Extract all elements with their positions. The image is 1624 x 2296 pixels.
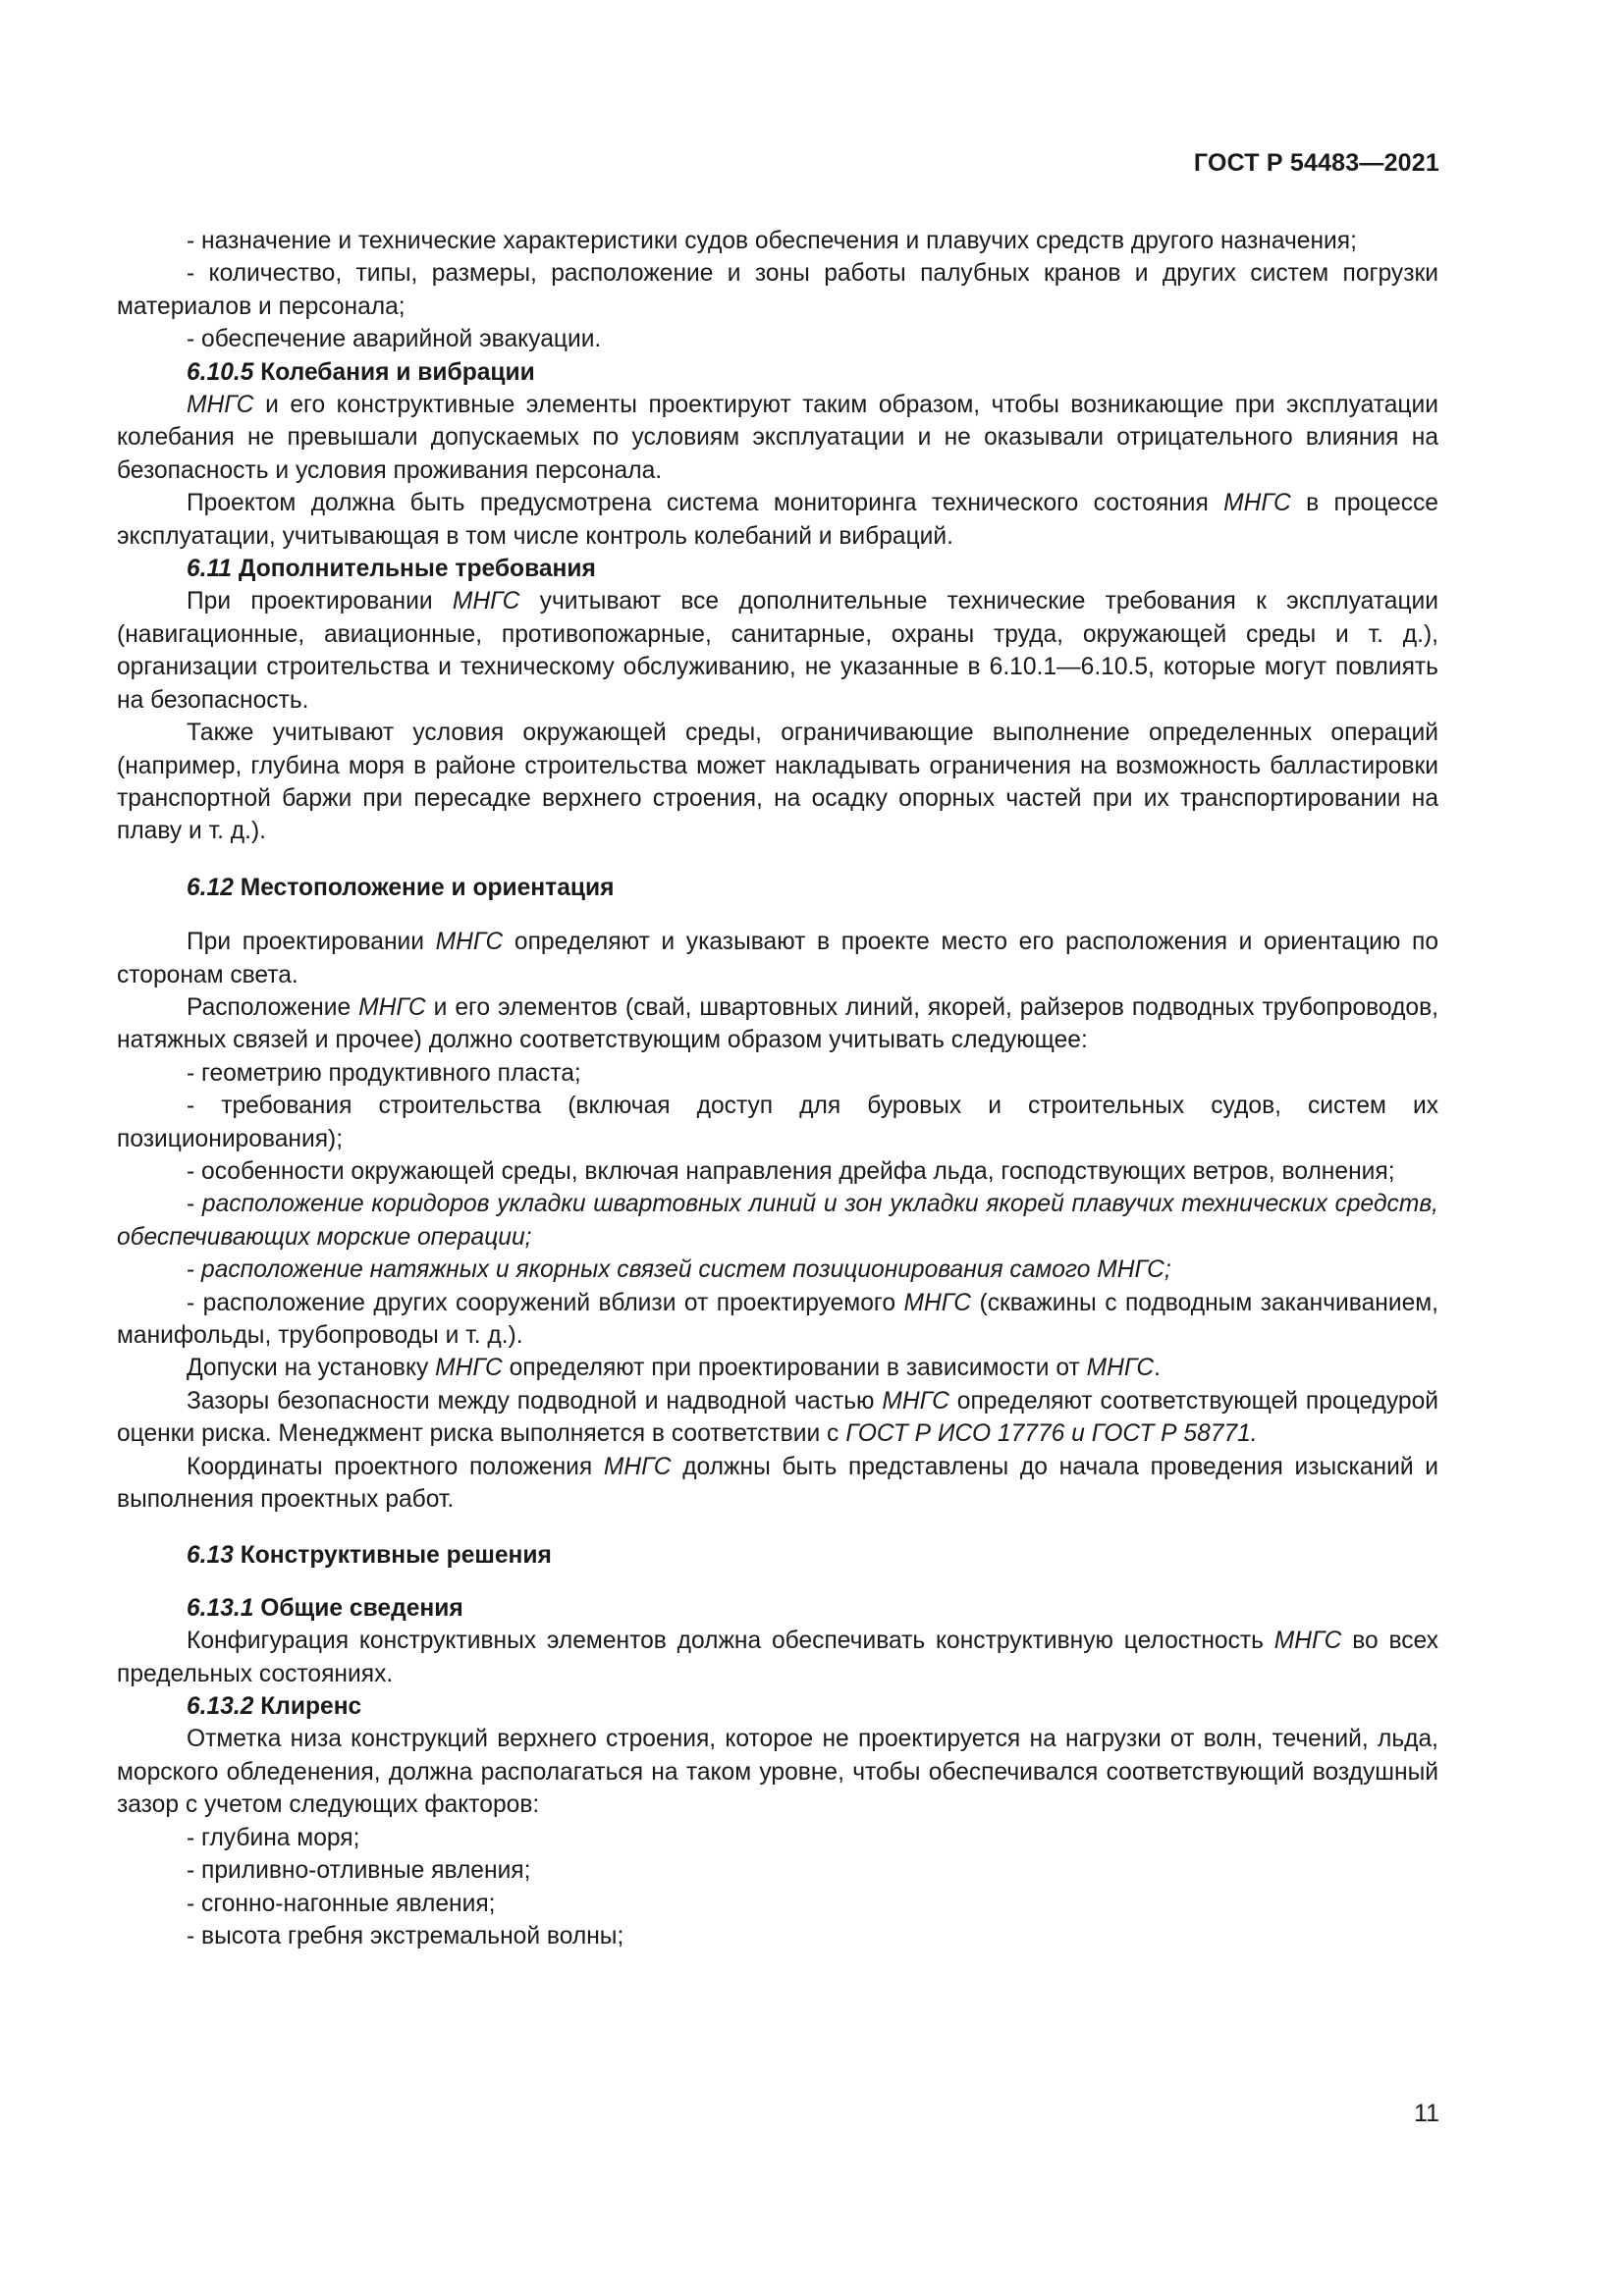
section-heading bbox=[117, 1539, 1438, 1572]
paragraph bbox=[117, 389, 1438, 487]
section-number: 6.10.5 bbox=[187, 358, 254, 386]
text-run: и его конструктивные элементы проектируют таким образом, чтобы возникающие при эксплуатации колебания не превышали допускаемых по условиям эксплуатации и не оказывали отрицательного влияния на безопасность и условия проживания персонала. bbox=[117, 392, 1438, 484]
section-number: 6.13.1 bbox=[187, 1594, 254, 1622]
list-item bbox=[117, 1188, 1438, 1254]
section-title: Общие сведения bbox=[260, 1594, 463, 1622]
section-title: Местоположение и ориентация bbox=[240, 874, 615, 901]
text-run: Конфигурация конструктивных элементов должна обеспечивать конструктивную целостность bbox=[187, 1628, 1274, 1655]
list-item bbox=[117, 1920, 1438, 1952]
italic-text-run: МНГС bbox=[1086, 1355, 1155, 1382]
list-item bbox=[117, 323, 1438, 355]
text-run: - высота гребня экстремальной волны; bbox=[187, 1922, 624, 1949]
list-item bbox=[117, 1254, 1438, 1286]
list-item bbox=[117, 1155, 1438, 1188]
italic-text-run: МНГС bbox=[882, 1387, 949, 1415]
paragraph bbox=[117, 926, 1438, 991]
text-run: При проектировании bbox=[187, 588, 453, 615]
text-run: определяют при проектировании в зависимости от bbox=[502, 1355, 1087, 1382]
text-run: во всех предельных состояниях. bbox=[117, 1628, 1438, 1687]
list-item bbox=[117, 257, 1438, 323]
text-run: - обеспечение аварийной эвакуации. bbox=[187, 326, 602, 353]
list-item bbox=[117, 1888, 1438, 1920]
list-item bbox=[117, 1854, 1438, 1887]
paragraph bbox=[117, 1451, 1438, 1517]
italic-text-run: МНГС bbox=[452, 588, 520, 615]
italic-text-run: расположение коридоров укладки швартовных линий и зон укладки якорей плавучих технических средств, обеспечивающих морские операции; bbox=[117, 1191, 1438, 1251]
text-run: (скважины с подводным заканчиванием, манифольды, трубопроводы и т. д.). bbox=[117, 1289, 1438, 1349]
text-run: Допуски на установку bbox=[187, 1355, 436, 1382]
italic-text-run: расположение натяжных и якорных связей систем позиционирования самого МНГС; bbox=[201, 1256, 1171, 1284]
section-title: Клиренс bbox=[260, 1693, 362, 1721]
text-run: - требования строительства (включая доступ для буровых и строительных судов, систем их позиционирования); bbox=[117, 1093, 1438, 1152]
section-heading bbox=[117, 872, 1438, 904]
italic-text-run: МНГС bbox=[358, 993, 426, 1021]
text-run: При проектировании bbox=[187, 929, 436, 956]
text-run: Проектом должна быть предусмотрена система мониторинга технического состояния bbox=[187, 490, 1224, 517]
list-item bbox=[117, 1287, 1438, 1353]
text-run: Координаты проектного положения bbox=[187, 1453, 604, 1480]
section-title: Дополнительные требования bbox=[238, 556, 596, 583]
italic-text-run: ГОСТ Р ИСО 17776 и ГОСТ Р 58771. bbox=[845, 1420, 1258, 1448]
section-heading bbox=[117, 553, 1438, 585]
section-number: 6.13.2 bbox=[187, 1693, 254, 1721]
paragraph bbox=[117, 1352, 1438, 1384]
section-heading bbox=[117, 1690, 1438, 1723]
italic-text-run: МНГС bbox=[1223, 490, 1291, 517]
text-run: и его элементов (свай, швартовных линий, якорей, райзеров подводных трубопроводов, натяжных связей и прочее) должно соответствующим образом учитывать следующее: bbox=[117, 993, 1438, 1054]
text-run: - сгонно-нагонные явления; bbox=[187, 1890, 496, 1917]
text-run: - bbox=[187, 1191, 202, 1218]
text-run: Также учитывают условия окружающей среды, ограничивающие выполнение определенных операций (например, глубина моря в районе строительства может накладывать ограничения на возможность балластировки транспортной баржи при пересадке верхнего строения, на осадку опорных частей при их транспортировании на плаву и т. д.). bbox=[117, 720, 1438, 845]
paragraph bbox=[117, 1385, 1438, 1451]
text-run: определяют соответствующей процедурой оценки риска. Менеджмент риска выполняется в соответствии с bbox=[117, 1387, 1438, 1448]
section-heading bbox=[117, 356, 1438, 389]
section-title: Колебания и вибрации bbox=[260, 358, 535, 386]
text-run: - bbox=[187, 1256, 202, 1284]
list-item bbox=[117, 1822, 1438, 1854]
text-run: Отметка низа конструкций верхнего строения, которое не проектируется на нагрузки от волн, течений, льда, морского обледенения, должна располагаться на таком уровне, чтобы обеспечивался соответствующий воздушный зазор с учетом следующих факторов: bbox=[117, 1726, 1438, 1819]
paragraph bbox=[117, 717, 1438, 848]
text-run: - глубина моря; bbox=[187, 1824, 360, 1851]
text-run: - назначение и технические характеристики судов обеспечения и плавучих средств другого назначения; bbox=[187, 228, 1357, 254]
list-item bbox=[117, 1057, 1438, 1090]
section-number: 6.12 bbox=[187, 874, 234, 901]
paragraph bbox=[117, 487, 1438, 553]
text-run: учитывают все дополнительные технические требования к эксплуатации (навигационные, авиационные, противопожарные, санитарные, охраны труда, окружающей среды и т. д.), организации строительства и техническому обслуживанию, не указанные в 6.10.1—6.10.5, которые могут повлиять на безопасность. bbox=[117, 588, 1438, 714]
text-run: - количество, типы, размеры, расположение и зоны работы палубных кранов и других систем погрузки материалов и персонала; bbox=[117, 260, 1438, 320]
paragraph bbox=[117, 991, 1438, 1057]
italic-text-run: МНГС bbox=[435, 1355, 503, 1382]
italic-text-run: МНГС bbox=[903, 1289, 972, 1316]
text-run: - геометрию продуктивного пласта; bbox=[187, 1059, 581, 1087]
section-heading bbox=[117, 1592, 1438, 1625]
list-item bbox=[117, 225, 1438, 257]
section-number: 6.13 bbox=[187, 1542, 234, 1570]
text-run: - расположение других сооружений вблизи от проектируемого bbox=[187, 1289, 904, 1316]
text-run: Зазоры безопасности между подводной и надводной частью bbox=[187, 1387, 883, 1415]
text-run: должны быть представлены до начала проведения изысканий и выполнения проектных работ. bbox=[117, 1453, 1438, 1514]
document-code-header: ГОСТ Р 54483—2021 bbox=[1193, 149, 1439, 177]
text-run: . bbox=[1154, 1355, 1161, 1382]
italic-text-run: МНГС bbox=[1273, 1628, 1342, 1655]
text-run: - особенности окружающей среды, включая направления дрейфа льда, господствующих ветров, волнения; bbox=[187, 1157, 1395, 1185]
document-body bbox=[117, 225, 1438, 1952]
italic-text-run: МНГС bbox=[435, 929, 504, 956]
text-run: определяют и указывают в проекте место его расположения и ориентацию по сторонам света. bbox=[117, 929, 1438, 988]
text-run: Расположение bbox=[187, 993, 359, 1021]
section-title: Конструктивные решения bbox=[240, 1542, 552, 1570]
paragraph bbox=[117, 585, 1438, 717]
section-number: 6.11 bbox=[187, 556, 233, 583]
text-run: в процессе эксплуатации, учитывающая в том числе контроль колебаний и вибраций. bbox=[117, 490, 1438, 550]
paragraph bbox=[117, 1723, 1438, 1821]
page-number: 11 bbox=[1414, 2100, 1439, 2127]
italic-text-run: МНГС bbox=[603, 1453, 672, 1480]
list-item bbox=[117, 1090, 1438, 1155]
italic-text-run: МНГС bbox=[187, 392, 254, 419]
text-run: - приливно-отливные явления; bbox=[187, 1857, 531, 1885]
paragraph bbox=[117, 1625, 1438, 1690]
